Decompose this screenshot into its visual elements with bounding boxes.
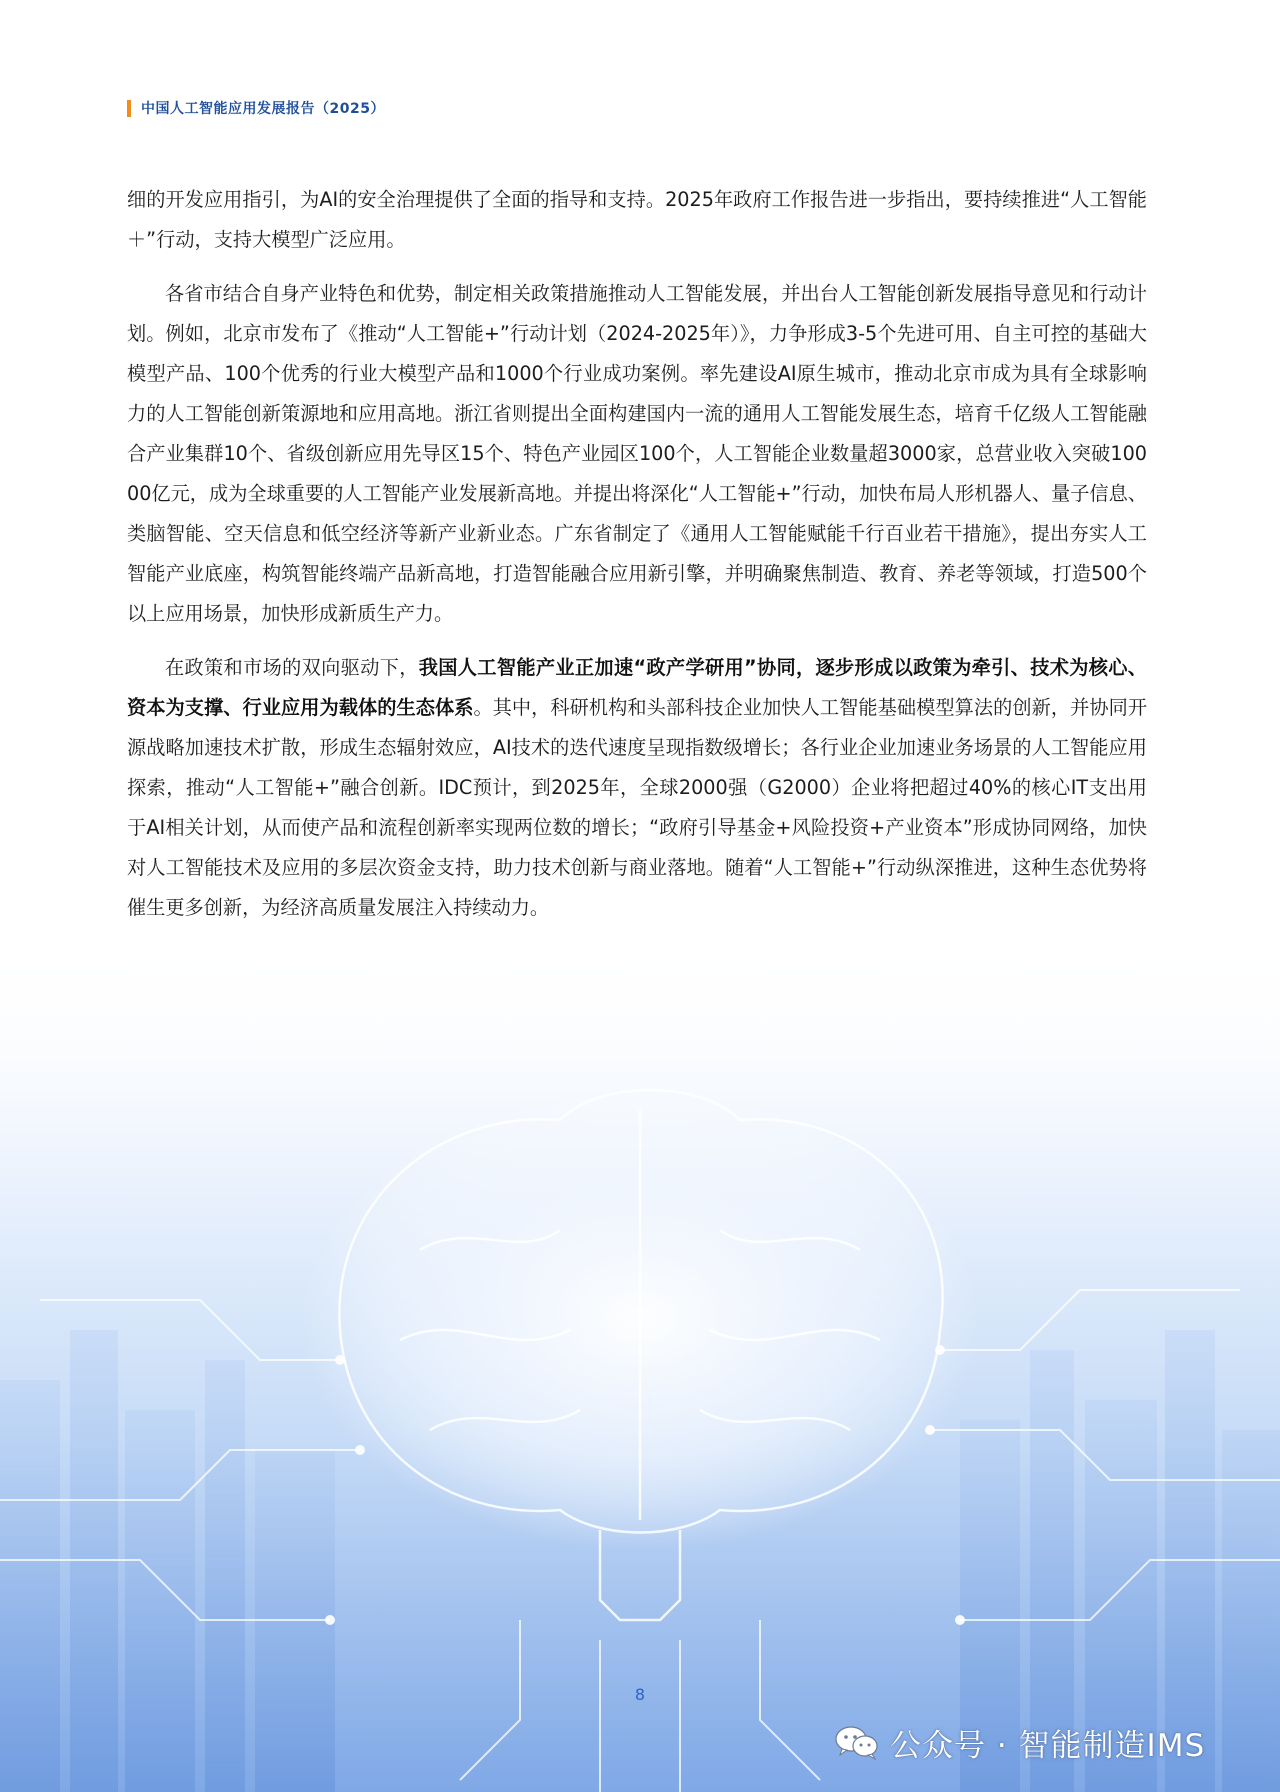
header-accent-bar — [127, 100, 131, 117]
page-number: 8 — [634, 1685, 646, 1704]
paragraph — [127, 180, 1147, 260]
report-title: 中国人工智能应用发展报告（2025） — [141, 101, 385, 117]
paragraph-text: 细的开发应用指引，为AI的安全治理提供了全面的指导和支持。2025年政府工作报告进一步指出，要持续推进“人工智能＋”行动，支持大模型广泛应用。 — [127, 188, 1147, 251]
wechat-icon — [834, 1724, 880, 1760]
running-header — [127, 98, 385, 118]
paragraph — [127, 648, 1147, 928]
paragraph — [127, 274, 1147, 634]
paragraph-text: 在政策和市场的双向驱动下， — [165, 656, 419, 679]
paragraph-emphasis: 我国人工智能产业正加速“政产学研用”协同，逐步形成以政策为牵引、技术为核心、资本为支撑、行业应用为载体的生态体系 — [127, 656, 1147, 719]
watermark — [834, 1718, 1205, 1766]
paragraph-text: 。其中，科研机构和头部科技企业加快人工智能基础模型算法的创新，并协同开源战略加速技术扩散，形成生态辐射效应，AI技术的迭代速度呈现指数级增长；各行业企业加速业务场景的人工智能应用探索，推动“人工智能+”融合创新。IDC预计，到2025年，全球2000强（G2000）企业将把超过40%的核心IT支出用于AI相关计划，从而使产品和流程创新率实现两位数的增长；“政府引导基金+风险投资+产业资本”形成协同网络，加快对人工智能技术及应用的多层次资金支持，助力技术创新与商业落地。随着“人工智能+”行动纵深推进，这种生态优势将催生更多创新，为经济高质量发展注入持续动力。 — [127, 696, 1148, 919]
paragraph-text: 各省市结合自身产业特色和优势，制定相关政策措施推动人工智能发展，并出台人工智能创新发展指导意见和行动计划。例如，北京市发布了《推动“人工智能+”行动计划（2024-2025年）》，力争形成3-5个先进可用、自主可控的基础大模型产品、100个优秀的行业大模型产品和1000个行业成功案例。率先建设AI原生城市，推动北京市成为具有全球影响力的人工智能创新策源地和应用高地。浙江省则提出全面构建国内一流的通用人工智能发展生态，培育千亿级人工智能融合产业集群10个、省级创新应用先导区15个、特色产业园区100个，人工智能企业数量超3000家，总营业收入突破10000亿元，成为全球重要的人工智能产业发展新高地。并提出将深化“人工智能+”行动，加快布局人形机器人、量子信息、类脑智能、空天信息和低空经济等新产业新业态。广东省制定了《通用人工智能赋能千行百业若干措施》，提出夯实人工智能产业底座，构筑智能终端产品新高地，打造智能融合应用新引擎，并明确聚焦制造、教育、养老等领域，打造500个以上应用场景，加快形成新质生产力。 — [127, 282, 1147, 625]
watermark-text: 公众号 · 智能制造IMS — [890, 1727, 1206, 1764]
report-body — [127, 180, 1147, 942]
